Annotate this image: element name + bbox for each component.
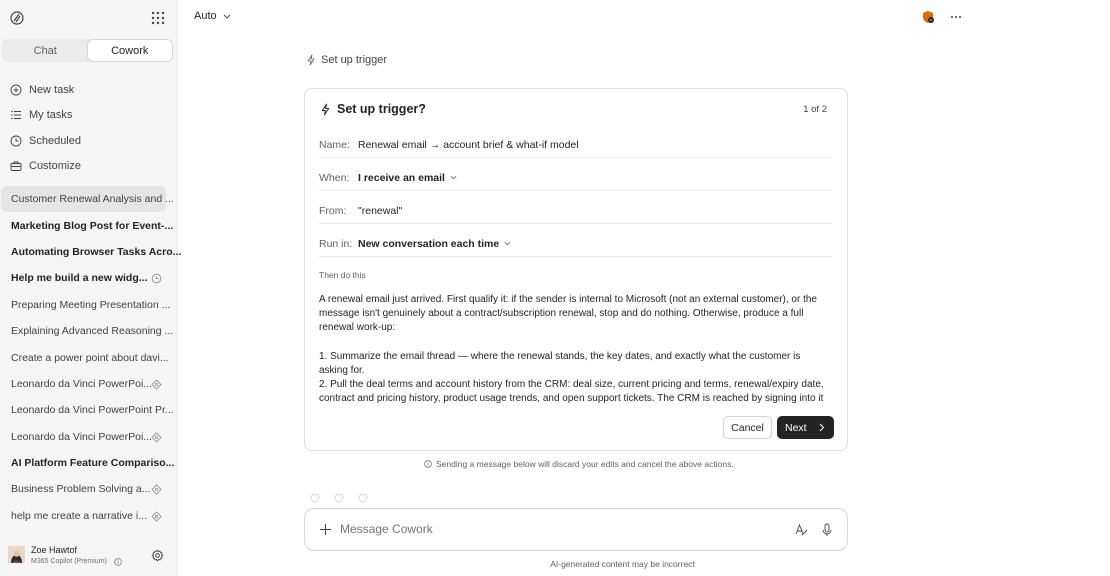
breadcrumb-label: Set up trigger xyxy=(321,54,388,66)
chat-title: help me create a narrative i... xyxy=(11,509,147,522)
chat-history-item[interactable] xyxy=(1,292,171,318)
instructions-paragraph: A renewal email just arrived. First qualify it: if the sender is internal to Microsoft (not an external customer), or the message isn't genuinely about a contract/subscription renewal, stop and do nothing. Otherwise, produce a full renewal work-up: xyxy=(319,294,817,334)
instructions-step: 2. Pull the deal terms and account history from the CRM: deal size, current pricing and terms, renewal/expiry date, contract and pricing history, product usage trends, and open support tickets. The CRM is reached by signing into it xyxy=(319,379,824,405)
nav-scheduled[interactable] xyxy=(0,128,178,154)
info-icon[interactable] xyxy=(114,558,122,566)
instructions-text[interactable] xyxy=(319,293,829,407)
clock-icon xyxy=(151,273,162,284)
chevron-right-icon xyxy=(819,423,825,432)
chat-history-item[interactable] xyxy=(1,397,174,423)
nav-label: Customize xyxy=(29,160,81,173)
chevron-down-icon xyxy=(504,241,511,246)
instructions-step: 1. Summarize the email thread — where the renewal stands, the key dates, and exactly what the customer is asking for. xyxy=(319,350,801,376)
mode-toggle xyxy=(2,39,173,62)
chat-history-item[interactable] xyxy=(1,450,175,476)
nav-customize[interactable] xyxy=(0,154,178,180)
then-label: Then do this xyxy=(319,270,366,280)
feedback-icons xyxy=(310,492,370,498)
chat-history-item[interactable] xyxy=(1,424,166,450)
chat-title: Marketing Blog Post for Event-... xyxy=(11,219,174,232)
chevron-down-icon xyxy=(223,14,231,19)
add-attachment-icon[interactable] xyxy=(319,523,332,536)
run-in-dropdown[interactable] xyxy=(358,238,511,250)
model-selector[interactable] xyxy=(194,10,231,22)
when-value: I receive an email xyxy=(358,171,445,184)
chat-history-item[interactable] xyxy=(1,344,169,370)
more-options-icon[interactable] xyxy=(949,10,963,24)
message-input[interactable] xyxy=(340,522,740,536)
lightning-icon xyxy=(306,54,316,66)
list-icon xyxy=(10,109,22,121)
text-format-icon[interactable] xyxy=(794,523,808,537)
chat-title: Explaining Advanced Reasoning ... xyxy=(11,325,174,338)
chat-history xyxy=(0,186,182,529)
field-from xyxy=(319,198,832,224)
chat-history-item[interactable] xyxy=(1,371,166,397)
microphone-icon[interactable] xyxy=(821,523,833,537)
ai-disclaimer: AI-generated content may be incorrect xyxy=(550,559,695,569)
user-plan: M365 Copilot (Premium) xyxy=(31,558,107,565)
nav-label: New task xyxy=(29,83,75,96)
nav-new-task[interactable] xyxy=(0,77,178,103)
chat-history-item[interactable] xyxy=(1,318,174,344)
briefcase-icon xyxy=(10,160,22,172)
chat-history-item[interactable] xyxy=(1,503,166,529)
lightning-icon xyxy=(320,103,331,116)
chat-title: Customer Renewal Analysis and ... xyxy=(11,193,174,206)
chat-title: Leonardo da Vinci PowerPoint Pr... xyxy=(11,404,174,417)
field-name-value[interactable]: Renewal email → account brief & what-if model xyxy=(358,138,579,151)
field-from-value[interactable]: "renewal" xyxy=(358,204,403,217)
chat-history-item[interactable] xyxy=(1,239,182,265)
diamond-icon xyxy=(151,432,162,443)
field-run-in xyxy=(319,231,832,257)
clock-icon xyxy=(10,135,22,147)
copilot-logo-icon[interactable] xyxy=(9,10,25,26)
nav-my-tasks[interactable] xyxy=(0,103,178,129)
chat-title: Leonardo da Vinci PowerPoi... xyxy=(11,377,153,390)
tab-chat[interactable]: Chat xyxy=(33,44,57,57)
chat-history-item[interactable] xyxy=(1,476,166,502)
chat-title: Create a power point about davi... xyxy=(11,351,169,364)
warning-text: Sending a message below will discard your edits and cancel the above actions. xyxy=(436,459,734,469)
diamond-icon xyxy=(151,484,162,495)
next-label: Next xyxy=(785,421,807,434)
card-title xyxy=(320,102,426,116)
chat-title: AI Platform Feature Compariso... xyxy=(11,457,175,470)
plus-circle-icon xyxy=(10,84,22,96)
field-run-in-label: Run in: xyxy=(319,237,353,250)
discard-warning xyxy=(424,459,734,469)
message-composer xyxy=(304,508,848,551)
next-button[interactable] xyxy=(777,416,834,439)
chat-title: Preparing Meeting Presentation ... xyxy=(11,298,171,311)
field-when-label: When: xyxy=(319,171,350,184)
trigger-card xyxy=(304,88,848,451)
avatar[interactable] xyxy=(8,546,25,563)
sidebar xyxy=(0,0,182,576)
chat-title: Business Problem Solving a... xyxy=(11,483,151,496)
page-indicator: 1 of 2 xyxy=(803,104,827,115)
chevron-down-icon xyxy=(450,175,457,180)
chat-history-item[interactable] xyxy=(1,265,166,291)
nav-label: My tasks xyxy=(29,109,73,122)
run-in-value: New conversation each time xyxy=(358,237,500,250)
field-from-label: From: xyxy=(319,204,347,217)
user-name: Zoe Hawtof xyxy=(31,545,78,555)
diamond-icon xyxy=(151,511,162,522)
sidebar-nav xyxy=(0,77,178,179)
field-when xyxy=(319,165,832,191)
when-dropdown[interactable] xyxy=(358,172,457,184)
tab-cowork[interactable]: Cowork xyxy=(88,40,173,61)
model-label: Auto xyxy=(194,10,217,22)
field-name xyxy=(319,132,832,158)
chat-title: Help me build a new widg... xyxy=(11,272,148,285)
chat-title: Automating Browser Tasks Acro... xyxy=(11,245,182,258)
app-grid-icon[interactable] xyxy=(150,10,166,26)
sidebar-header xyxy=(0,0,177,34)
nav-label: Scheduled xyxy=(29,134,81,147)
diamond-icon xyxy=(151,379,162,390)
card-title-text: Set up trigger? xyxy=(337,102,426,116)
cancel-button[interactable]: Cancel xyxy=(723,416,772,439)
chat-history-item[interactable] xyxy=(1,186,174,212)
shield-icon[interactable] xyxy=(921,10,935,24)
chat-title: Leonardo da Vinci PowerPoi... xyxy=(11,430,153,443)
chat-history-item[interactable] xyxy=(1,212,174,238)
field-name-label: Name: xyxy=(319,138,350,151)
info-icon xyxy=(424,460,432,468)
breadcrumb xyxy=(306,54,387,66)
